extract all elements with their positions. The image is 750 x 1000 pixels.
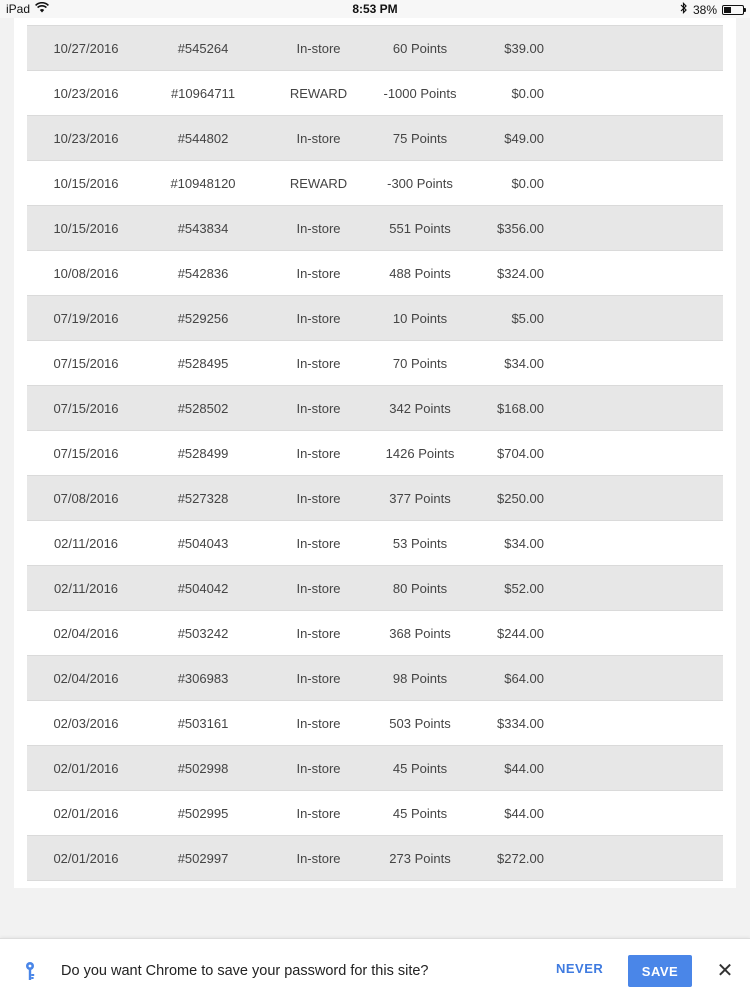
amount-value: $64.00 — [464, 656, 544, 701]
row-spacer — [544, 791, 723, 836]
table-row — [27, 161, 723, 206]
order-number: #528499 — [177, 445, 229, 461]
transaction-date: 07/15/2016 — [53, 445, 119, 461]
transaction-date: 07/15/2016 — [53, 355, 119, 371]
row-spacer — [544, 611, 723, 656]
points-value: 98 Points — [376, 656, 464, 701]
row-spacer — [544, 386, 723, 431]
row-spacer — [544, 476, 723, 521]
row-spacer — [544, 431, 723, 476]
points-value: 368 Points — [389, 625, 451, 641]
order-number: #527328 — [145, 476, 261, 521]
amount-value: $39.00 — [464, 26, 544, 71]
row-spacer — [544, 701, 723, 746]
table-row — [27, 116, 723, 161]
row-spacer — [544, 566, 723, 611]
transaction-type: In-store — [261, 26, 376, 71]
amount-value: $0.00 — [511, 175, 544, 191]
table-row — [27, 431, 723, 476]
transaction-date: 07/19/2016 — [27, 296, 145, 341]
order-number: #542836 — [177, 265, 229, 281]
order-number: #529256 — [145, 296, 261, 341]
status-right — [680, 2, 744, 17]
transaction-date: 10/08/2016 — [53, 265, 119, 281]
transaction-type: In-store — [261, 296, 376, 341]
row-spacer — [544, 161, 723, 206]
transaction-type: In-store — [261, 836, 376, 881]
row-spacer — [544, 26, 723, 71]
amount-value: $0.00 — [511, 85, 544, 101]
order-number: #502998 — [145, 746, 261, 791]
table-row — [27, 296, 723, 341]
transaction-type: In-store — [261, 476, 376, 521]
transaction-date: 10/23/2016 — [53, 85, 119, 101]
points-history-table — [27, 25, 723, 881]
transaction-date: 10/15/2016 — [53, 175, 119, 191]
amount-value: $324.00 — [497, 265, 544, 281]
amount-value: $704.00 — [497, 445, 544, 461]
table-row — [27, 656, 723, 701]
points-value: 10 Points — [376, 296, 464, 341]
transaction-type: In-store — [296, 715, 341, 731]
points-value: 45 Points — [376, 746, 464, 791]
amount-value: $49.00 — [464, 116, 544, 161]
transaction-type: In-store — [261, 566, 376, 611]
row-spacer — [544, 251, 723, 296]
order-number: #504042 — [145, 566, 261, 611]
amount-value: $34.00 — [504, 355, 544, 371]
transaction-date: 10/23/2016 — [27, 116, 145, 161]
battery-level — [724, 7, 731, 13]
table-row — [27, 746, 723, 791]
row-spacer — [544, 836, 723, 881]
points-value: 503 Points — [389, 715, 451, 731]
points-value: 80 Points — [376, 566, 464, 611]
save-button[interactable]: SAVE — [628, 955, 692, 987]
transaction-date: 02/04/2016 — [27, 656, 145, 701]
points-history-card — [14, 18, 736, 888]
table-row — [27, 341, 723, 386]
table-row — [27, 836, 723, 881]
transaction-type: In-store — [261, 386, 376, 431]
points-value: 70 Points — [392, 355, 448, 371]
transaction-type: REWARD — [289, 85, 348, 101]
transaction-date: 02/03/2016 — [53, 715, 119, 731]
row-spacer — [544, 296, 723, 341]
points-value: 1426 Points — [385, 445, 455, 461]
transaction-date: 02/11/2016 — [27, 566, 145, 611]
amount-value: $34.00 — [504, 535, 544, 551]
amount-value: $5.00 — [464, 296, 544, 341]
amount-value: $334.00 — [497, 715, 544, 731]
amount-value: $44.00 — [464, 746, 544, 791]
amount-value: $168.00 — [464, 386, 544, 431]
points-value: 273 Points — [376, 836, 464, 881]
battery-percent: 38% — [692, 2, 717, 17]
transaction-type: In-store — [296, 265, 341, 281]
order-number: #502995 — [177, 805, 229, 821]
table-row — [27, 26, 723, 71]
order-number: #545264 — [145, 26, 261, 71]
never-button[interactable]: NEVER — [556, 961, 604, 976]
transaction-date: 10/27/2016 — [27, 26, 145, 71]
transaction-type: In-store — [296, 355, 341, 371]
device-label: iPad — [6, 2, 31, 16]
transaction-date: 02/11/2016 — [53, 535, 119, 551]
transaction-type: REWARD — [289, 175, 348, 191]
order-number: #503242 — [177, 625, 229, 641]
order-number: #503161 — [177, 715, 229, 731]
order-number: #306983 — [145, 656, 261, 701]
transaction-date: 10/15/2016 — [27, 206, 145, 251]
amount-value: $356.00 — [464, 206, 544, 251]
transaction-date: 02/01/2016 — [27, 836, 145, 881]
bluetooth-icon — [680, 2, 688, 17]
row-spacer — [544, 206, 723, 251]
points-value: 488 Points — [389, 265, 451, 281]
points-value: -300 Points — [387, 175, 453, 191]
key-icon — [22, 961, 38, 981]
transaction-type: In-store — [261, 746, 376, 791]
transaction-date: 02/04/2016 — [53, 625, 119, 641]
row-spacer — [544, 341, 723, 386]
transaction-date: 07/08/2016 — [27, 476, 145, 521]
points-value: 551 Points — [376, 206, 464, 251]
status-bar — [0, 0, 750, 18]
table-row — [27, 251, 723, 296]
order-number: #10948120 — [170, 175, 236, 191]
table-row — [27, 611, 723, 656]
table-row — [27, 521, 723, 566]
row-spacer — [544, 116, 723, 161]
points-value: 377 Points — [376, 476, 464, 521]
transaction-type: In-store — [261, 656, 376, 701]
row-spacer — [544, 746, 723, 791]
amount-value: $44.00 — [504, 805, 544, 821]
table-row — [27, 206, 723, 251]
save-password-bar — [0, 938, 750, 1000]
row-spacer — [544, 656, 723, 701]
transaction-date: 07/15/2016 — [27, 386, 145, 431]
save-password-message: Do you want Chrome to save your password for this site? — [61, 963, 429, 979]
transaction-type: In-store — [296, 625, 341, 641]
order-number: #528502 — [145, 386, 261, 431]
transaction-date: 02/01/2016 — [27, 746, 145, 791]
transaction-type: In-store — [296, 805, 341, 821]
order-number: #528495 — [177, 355, 229, 371]
points-value: 45 Points — [392, 805, 448, 821]
order-number: #504043 — [177, 535, 229, 551]
order-number: #543834 — [145, 206, 261, 251]
transaction-type: In-store — [296, 445, 341, 461]
points-value: 53 Points — [392, 535, 448, 551]
points-history-rows — [27, 26, 723, 881]
status-time: 8:53 PM — [352, 2, 398, 16]
order-number: #10964711 — [170, 85, 236, 101]
transaction-date: 02/01/2016 — [53, 805, 119, 821]
table-row — [27, 71, 723, 116]
battery-icon — [722, 5, 744, 15]
amount-value: $272.00 — [464, 836, 544, 881]
order-number: #502997 — [145, 836, 261, 881]
points-value: 342 Points — [376, 386, 464, 431]
transaction-type: In-store — [261, 206, 376, 251]
points-value: 75 Points — [376, 116, 464, 161]
table-row — [27, 386, 723, 431]
transaction-type: In-store — [296, 535, 341, 551]
row-spacer — [544, 71, 723, 116]
table-row — [27, 476, 723, 521]
amount-value: $52.00 — [464, 566, 544, 611]
amount-value: $250.00 — [464, 476, 544, 521]
order-number: #544802 — [145, 116, 261, 161]
table-row — [27, 566, 723, 611]
table-row — [27, 701, 723, 746]
points-value: -1000 Points — [383, 85, 457, 101]
transaction-type: In-store — [261, 116, 376, 161]
table-row — [27, 791, 723, 836]
points-value: 60 Points — [376, 26, 464, 71]
amount-value: $244.00 — [497, 625, 544, 641]
close-icon[interactable]: ✕ — [714, 959, 736, 981]
row-spacer — [544, 521, 723, 566]
